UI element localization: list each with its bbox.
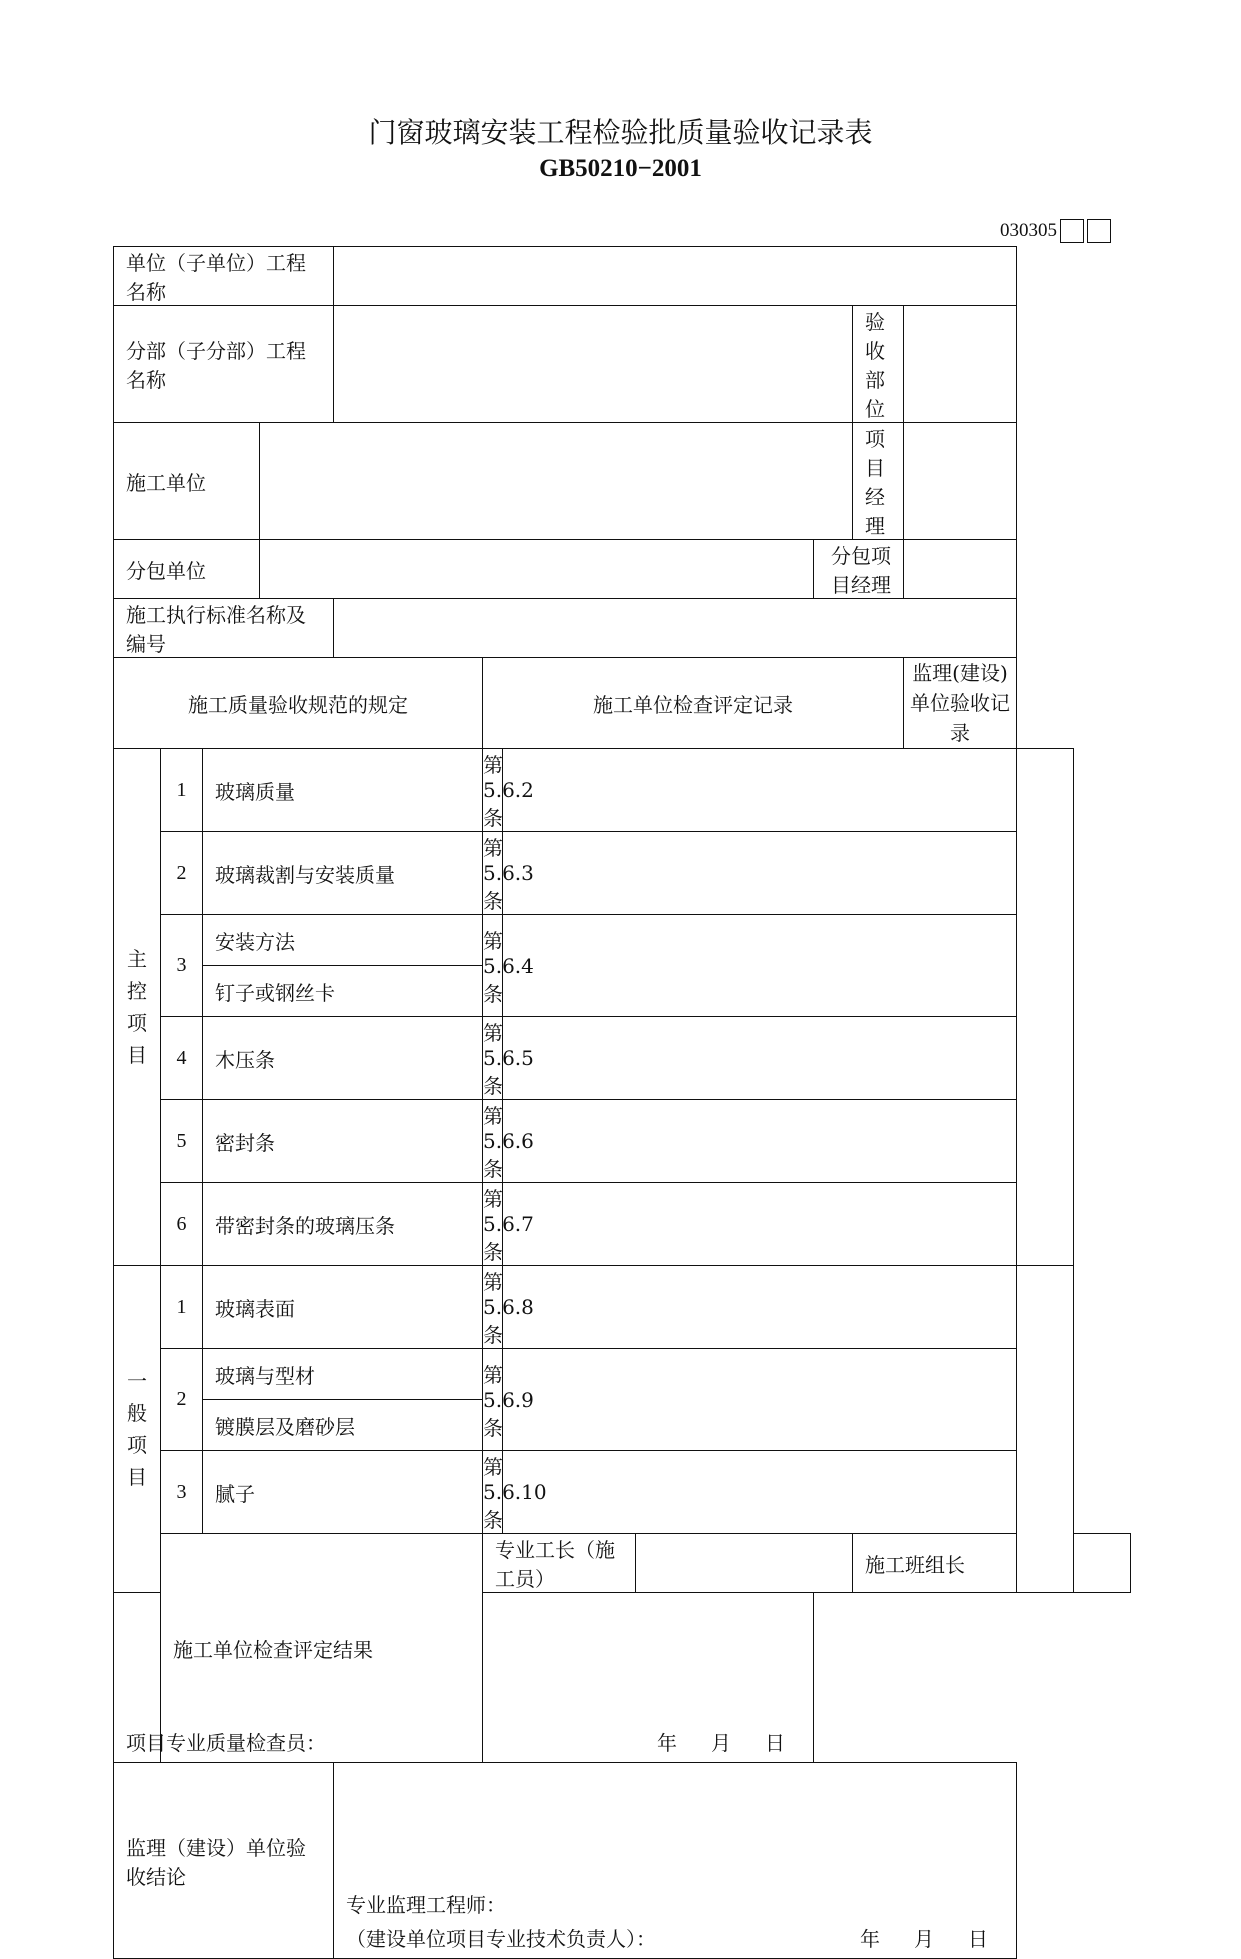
- item-clause: 第 5.6.2 条: [483, 749, 503, 832]
- item-name: 玻璃裁割与安装质量: [203, 832, 483, 915]
- item-record-field[interactable]: [503, 1266, 1017, 1349]
- item-number: 5: [161, 1100, 203, 1183]
- item-number: 6: [161, 1183, 203, 1266]
- main-control-group-label: 主 控 项 目: [114, 749, 161, 1266]
- item-number: 3: [161, 1451, 203, 1534]
- standard-name-label: 施工执行标准名称及编号: [114, 599, 334, 658]
- subcontract-manager-field[interactable]: [904, 540, 1017, 599]
- item-name: 玻璃质量: [203, 749, 483, 832]
- standard-code: GB50210−2001: [539, 155, 702, 182]
- item-number: 1: [161, 1266, 203, 1349]
- sub-project-field[interactable]: [334, 306, 853, 423]
- sub-project-label: 分部（子分部）工程名称: [114, 306, 334, 423]
- subcontract-manager-label: 分包项目经理: [814, 540, 904, 599]
- standard-name-field[interactable]: [334, 599, 1017, 658]
- record-column-header: 施工单位检查评定记录: [483, 658, 904, 749]
- item-clause: 第 5.6.4 条: [483, 915, 503, 1017]
- item-name: 密封条: [203, 1100, 483, 1183]
- item-number: 2: [161, 832, 203, 915]
- construction-unit-field[interactable]: [260, 423, 853, 540]
- main-control-supervision-field[interactable]: [1017, 749, 1074, 1266]
- item-number: 4: [161, 1017, 203, 1100]
- unit-project-label: 单位（子单位）工程名称: [114, 247, 334, 306]
- acceptance-part-field[interactable]: [904, 306, 1017, 423]
- foreman-label: 专业工长（施工员）: [483, 1534, 636, 1593]
- spec-column-header: 施工质量验收规范的规定: [114, 658, 483, 749]
- project-manager-field[interactable]: [904, 423, 1017, 540]
- form-code-box-2[interactable]: [1087, 219, 1111, 243]
- general-supervision-field[interactable]: [1017, 1266, 1074, 1593]
- item-clause: 第 5.6.7 条: [483, 1183, 503, 1266]
- item-name: 腻子: [203, 1451, 483, 1534]
- conclusion-field[interactable]: [334, 1763, 1017, 1959]
- supervision-column-header: 监理(建设)单位验收记录: [904, 658, 1017, 749]
- form-code: 030305: [1000, 220, 1057, 241]
- subcontract-unit-field[interactable]: [260, 540, 814, 599]
- conclusion-label: 监理（建设）单位验收结论: [114, 1763, 334, 1959]
- item-name: 玻璃表面: [203, 1266, 483, 1349]
- subcontract-unit-label: 分包单位: [114, 540, 260, 599]
- general-group-label: 一 般 项 目: [114, 1266, 161, 1593]
- item-record-field[interactable]: [503, 832, 1017, 915]
- check-date: 年 月 日: [657, 1731, 785, 1755]
- item-record-field[interactable]: [503, 749, 1017, 832]
- item-name: 玻璃与型材: [203, 1349, 483, 1400]
- project-manager-label: 项目经理: [853, 423, 904, 540]
- item-name: 木压条: [203, 1017, 483, 1100]
- conclusion-date: 年 月 日: [860, 1927, 988, 1951]
- inspector-label: 项目专业质量检查员：: [126, 1731, 326, 1755]
- item-number: 1: [161, 749, 203, 832]
- item-clause: 第 5.6.9 条: [483, 1349, 503, 1451]
- item-clause: 第 5.6.10 条: [483, 1451, 503, 1534]
- item-number: 2: [161, 1349, 203, 1451]
- unit-project-field[interactable]: [334, 247, 1017, 306]
- item-record-field[interactable]: [503, 1183, 1017, 1266]
- item-record-field[interactable]: [503, 1349, 1017, 1451]
- check-result-field[interactable]: [114, 1593, 814, 1763]
- owner-rep-label: （建设单位项目专业技术负责人）：: [346, 1927, 656, 1951]
- form-code-box-1[interactable]: [1060, 219, 1084, 243]
- item-clause: 第 5.6.8 条: [483, 1266, 503, 1349]
- item-clause: 第 5.6.5 条: [483, 1017, 503, 1100]
- item-subname: 镀膜层及磨砂层: [203, 1400, 483, 1451]
- item-record-field[interactable]: [503, 1451, 1017, 1534]
- item-clause: 第 5.6.3 条: [483, 832, 503, 915]
- construction-unit-label: 施工单位: [114, 423, 260, 540]
- team-leader-field[interactable]: [1074, 1534, 1131, 1593]
- acceptance-form-table: [113, 246, 1131, 1959]
- item-number: 3: [161, 915, 203, 1017]
- engineer-label: 专业监理工程师：: [346, 1893, 506, 1917]
- item-record-field[interactable]: [503, 915, 1017, 1017]
- foreman-field[interactable]: [636, 1534, 853, 1593]
- team-leader-label: 施工班组长: [853, 1534, 1017, 1593]
- item-name: 带密封条的玻璃压条: [203, 1183, 483, 1266]
- item-name: 安装方法: [203, 915, 483, 966]
- form-title: 门窗玻璃安装工程检验批质量验收记录表: [368, 116, 873, 149]
- form-code-area: [1000, 218, 1111, 244]
- item-clause: 第 5.6.6 条: [483, 1100, 503, 1183]
- item-record-field[interactable]: [503, 1100, 1017, 1183]
- item-subname: 钉子或钢丝卡: [203, 966, 483, 1017]
- check-result-label: 施工单位检查评定结果: [161, 1534, 483, 1763]
- item-record-field[interactable]: [503, 1017, 1017, 1100]
- acceptance-part-label: 验收部位: [853, 306, 904, 423]
